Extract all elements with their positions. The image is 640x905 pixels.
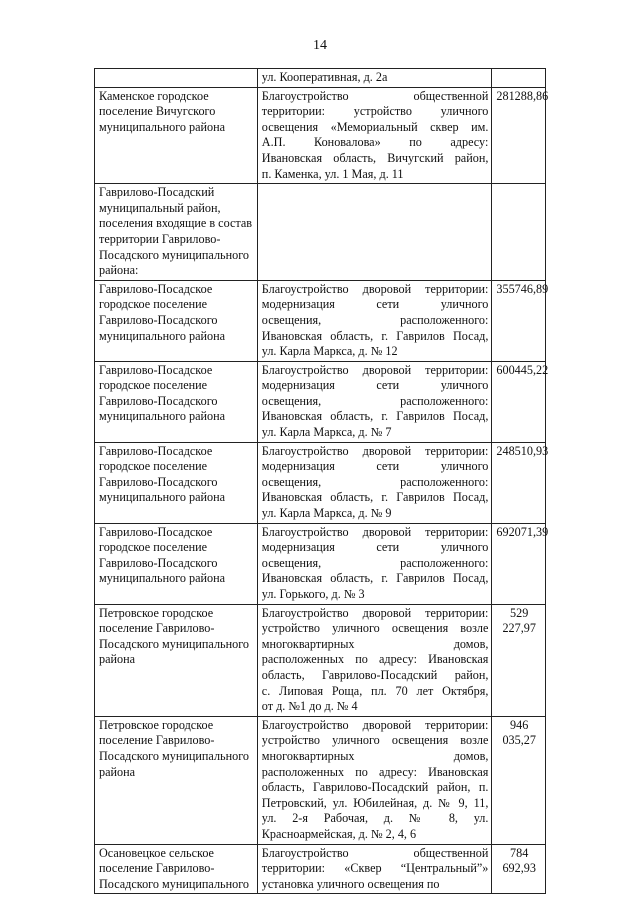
object-line: с. Липовая Роща, пл. 70 лет Октября, [261,683,489,698]
table-row [95,844,546,894]
recipient-cell: Осановецкое сельское поселение Гаврилово-Посадского муниципального [95,844,258,894]
object-cell [257,280,492,361]
recipient-cell: Каменское городское поселение Вичугского муниципального района [95,87,258,184]
object-cell [257,844,492,894]
object-line: ул. Горького, д. № 3 [261,587,365,601]
object-line: территории: «Сквер “Центральный”» [261,861,489,876]
table-row [95,184,546,281]
object-line: А.П. Коновалова» по адресу: [261,135,489,150]
table-row [95,716,546,844]
amount-cell: 529 227,97 [492,604,546,716]
table-row [95,604,546,716]
table-row [95,69,546,88]
object-line: Благоустройство дворовой территории: [261,443,489,458]
amount-cell [492,184,546,281]
object-line: Благоустройство дворовой территории: [261,605,489,620]
object-line: Благоустройство дворовой территории: [261,717,489,732]
object-line: Ивановская область, г. Гаврилов Посад, [261,490,489,505]
amount-cell: 248510,93 [492,442,546,523]
object-line: территории: устройство уличного [261,104,489,119]
recipient-cell [95,69,258,88]
amount-cell: 692071,39 [492,523,546,604]
object-line: расположенных по адресу: Ивановская [261,764,489,779]
amount-cell [492,69,546,88]
table-row [95,442,546,523]
object-line: Благоустройство общественной [261,88,489,103]
recipient-cell: Петровское городское поселение Гаврилово-Посадского муниципального района [95,716,258,844]
amount-cell: 281288,86 [492,87,546,184]
recipient-cell: Гаврилово-Посадский муниципальный район, поселения входящие в состав территории Гаврилово-Посадского муниципального района: [95,184,258,281]
object-line: освещения «Мемориальный сквер им. [261,119,489,134]
object-line: многоквартирных домов, [261,748,489,763]
amount-cell: 946 035,27 [492,716,546,844]
object-line: расположенных по адресу: Ивановская [261,652,489,667]
object-line: п. Каменка, ул. 1 Мая, д. 11 [261,166,404,181]
object-line: ул. Карла Маркса, д. № 9 [261,506,392,521]
object-line: Петровский, ул. Юбилейная, д. № 9, 11, [261,795,489,810]
object-line: Красноармейская, д. № 2, 4, 6 [261,826,417,841]
object-line: Ивановская область, г. Гаврилов Посад, [261,328,489,343]
amount-cell: 355746,89 [492,280,546,361]
object-line: область, Гаврилово-Посадский район, п. [261,780,489,795]
object-line: область, Гаврилово-Посадский район, [261,667,489,682]
amount-cell: 600445,22 [492,361,546,442]
data-table [94,68,549,894]
page-number: 14 [313,38,327,53]
recipient-cell: Гаврилово-Посадское городское поселение Гаврилово-Посадского муниципального района [95,442,258,523]
object-line: Благоустройство дворовой территории: [261,362,489,377]
object-line: ул. Карла Маркса, д. № 12 [261,344,398,359]
object-line: освещения, расположенного: [261,393,489,408]
object-line: Благоустройство общественной [261,845,489,860]
object-line: модернизация сети уличного [261,459,489,474]
table-row [95,523,546,604]
object-line: от д. №1 до д. № 4 [261,699,358,714]
object-cell [257,523,492,604]
object-line: Ивановская область, Вичугский район, [261,150,489,165]
object-cell [257,716,492,844]
object-cell [257,604,492,716]
object-cell [257,184,492,281]
object-line: Благоустройство дворовой территории: [261,524,489,539]
object-cell [257,442,492,523]
table-row [95,361,546,442]
table-row [95,87,546,184]
object-cell [257,69,492,88]
object-line: ул. Карла Маркса, д. № 7 [261,425,392,440]
object-line: многоквартирных домов, [261,636,489,651]
object-line: Ивановская область, г. Гаврилов Посад, [261,571,489,586]
table-row [95,280,546,361]
amount-cell: 784 692,93 [492,844,546,894]
object-line: установка уличного освещения по [261,876,440,891]
table-body [95,69,549,894]
object-cell [257,361,492,442]
object-line: Благоустройство дворовой территории: [261,281,489,296]
object-line: Ивановская область, г. Гаврилов Посад, [261,409,489,424]
object-line: устройство уличного освещения возле [261,621,489,636]
object-line: освещения, расположенного: [261,474,489,489]
recipient-cell: Гаврилово-Посадское городское поселение Гаврилово-Посадского муниципального района [95,523,258,604]
object-cell [257,87,492,184]
object-line: ул. 2-я Рабочая, д. № 8, ул. [261,811,489,826]
object-line: модернизация сети уличного [261,297,489,312]
object-line: устройство уличного освещения возле [261,733,489,748]
recipient-cell: Гаврилово-Посадское городское поселение Гаврилово-Посадского муниципального района [95,280,258,361]
recipient-cell: Гаврилово-Посадское городское поселение Гаврилово-Посадского муниципального района [95,361,258,442]
object-line: освещения, расположенного: [261,555,489,570]
recipient-cell: Петровское городское поселение Гаврилово-Посадского муниципального района [95,604,258,716]
object-line: ул. Кооперативная, д. 2а [261,70,388,84]
object-line: модернизация сети уличного [261,540,489,555]
object-line: освещения, расположенного: [261,312,489,327]
object-line: модернизация сети уличного [261,378,489,393]
